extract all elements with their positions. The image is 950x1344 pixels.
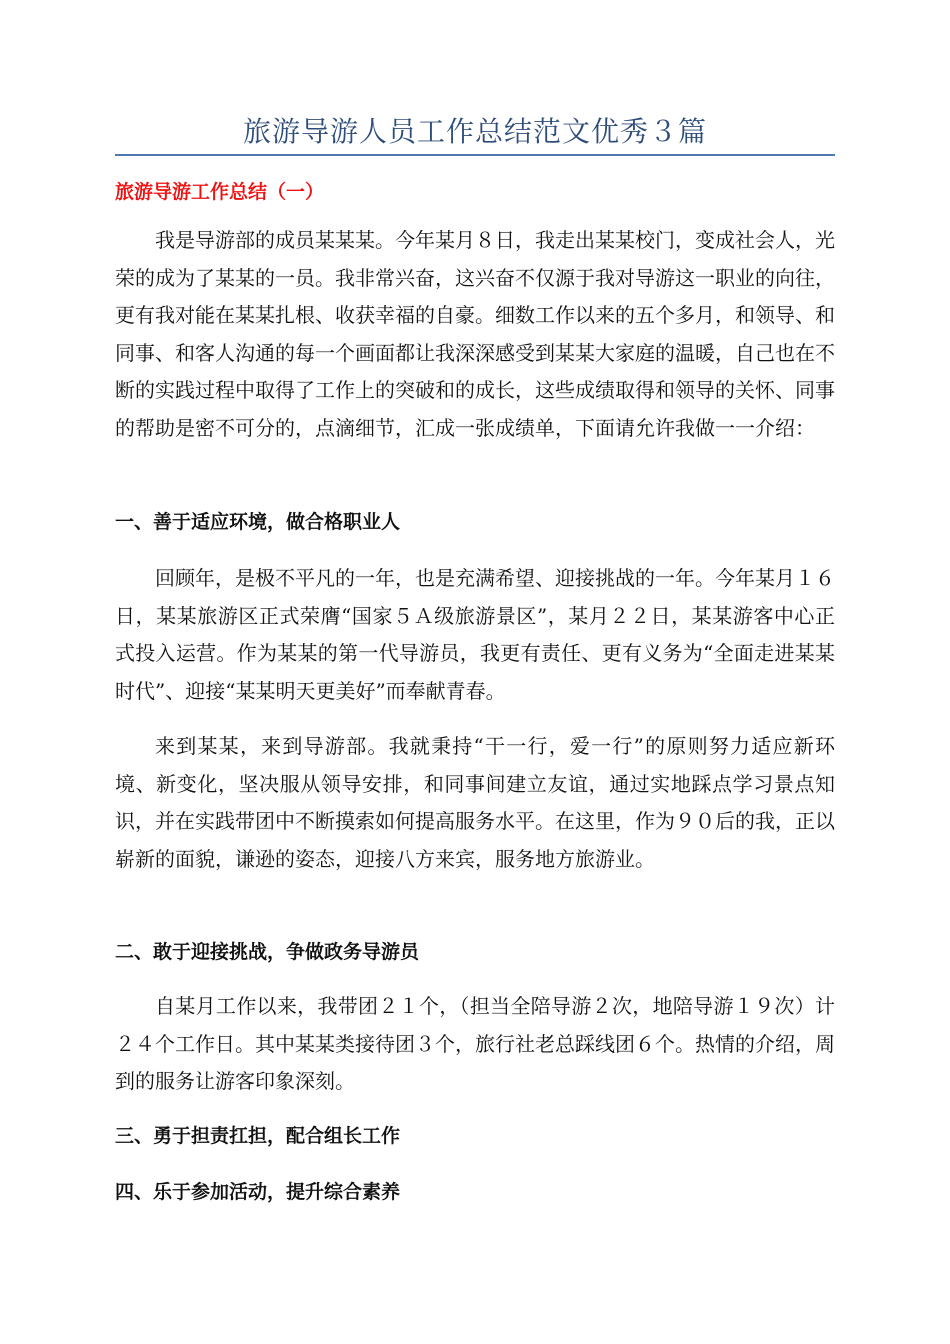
body-paragraph: 我是导游部的成员某某某。今年某月８日，我走出某某校门，变成社会人，光荣的成为了某某的一员。我非常兴奋，这兴奋不仅源于我对导游这一职业的向往，更有我对能在某某扎根、收获幸福的自豪。细数工作以来的五个多月，和领导、和同事、和客人沟通的每一个画面都让我深深感受到某某大家庭的温暖，自己也在不断的实践过程中取得了工作上的突破和的成长，这些成绩取得和领导的关怀、同事的帮助是密不可分的，点滴细节，汇成一张成绩单，下面请允许我做一一介绍： <box>115 228 835 440</box>
body-paragraph: 回顾年，是极不平凡的一年，也是充满希望、迎接挑战的一年。今年某月１６日，某某旅游区正式荣膺“国家５Ａ级旅游景区”，某月２２日，某某游客中心正式投入运营。作为某某的第一代导游员，我更有责任、更有义务为“全面走进某某时代”、迎接“某某明天更美好”而奉献青春。 <box>115 566 835 703</box>
subheading-4: 四、乐于参加活动，提升综合素养 <box>115 1181 401 1203</box>
title-underline <box>115 154 835 156</box>
paragraph-block-1 <box>115 222 835 448</box>
document-title: 旅游导游人员工作总结范文优秀３篇 <box>242 115 707 148</box>
subheading-2: 二、敢于迎接挑战，争做政务导游员 <box>115 941 420 963</box>
body-paragraph: 自某月工作以来，我带团２１个，（担当全陪导游２次，地陪导游１９次）计２４个工作日。其中某某类接待团３个，旅行社老总踩线团６个。热情的介绍，周到的服务让游客印象深刻。 <box>115 994 835 1094</box>
subheading-3: 三、勇于担责扛担，配合组长工作 <box>115 1125 401 1147</box>
subheading-1: 一、善于适应环境，做合格职业人 <box>115 511 401 533</box>
paragraph-block-4 <box>115 988 835 1101</box>
paragraph-block-2 <box>115 560 835 710</box>
section-heading: 旅游导游工作总结（一） <box>115 181 325 203</box>
body-paragraph: 来到某某，来到导游部。我就秉持“干一行，爱一行”的原则努力适应新环境、新变化，坚决服从领导安排，和同事间建立友谊，通过实地踩点学习景点知识，并在实践带团中不断摸索如何提高服务水平。在这里，作为９０后的我，正以崭新的面貌，谦逊的姿态，迎接八方来宾，服务地方旅游业。 <box>115 734 835 871</box>
paragraph-block-3 <box>115 728 835 878</box>
